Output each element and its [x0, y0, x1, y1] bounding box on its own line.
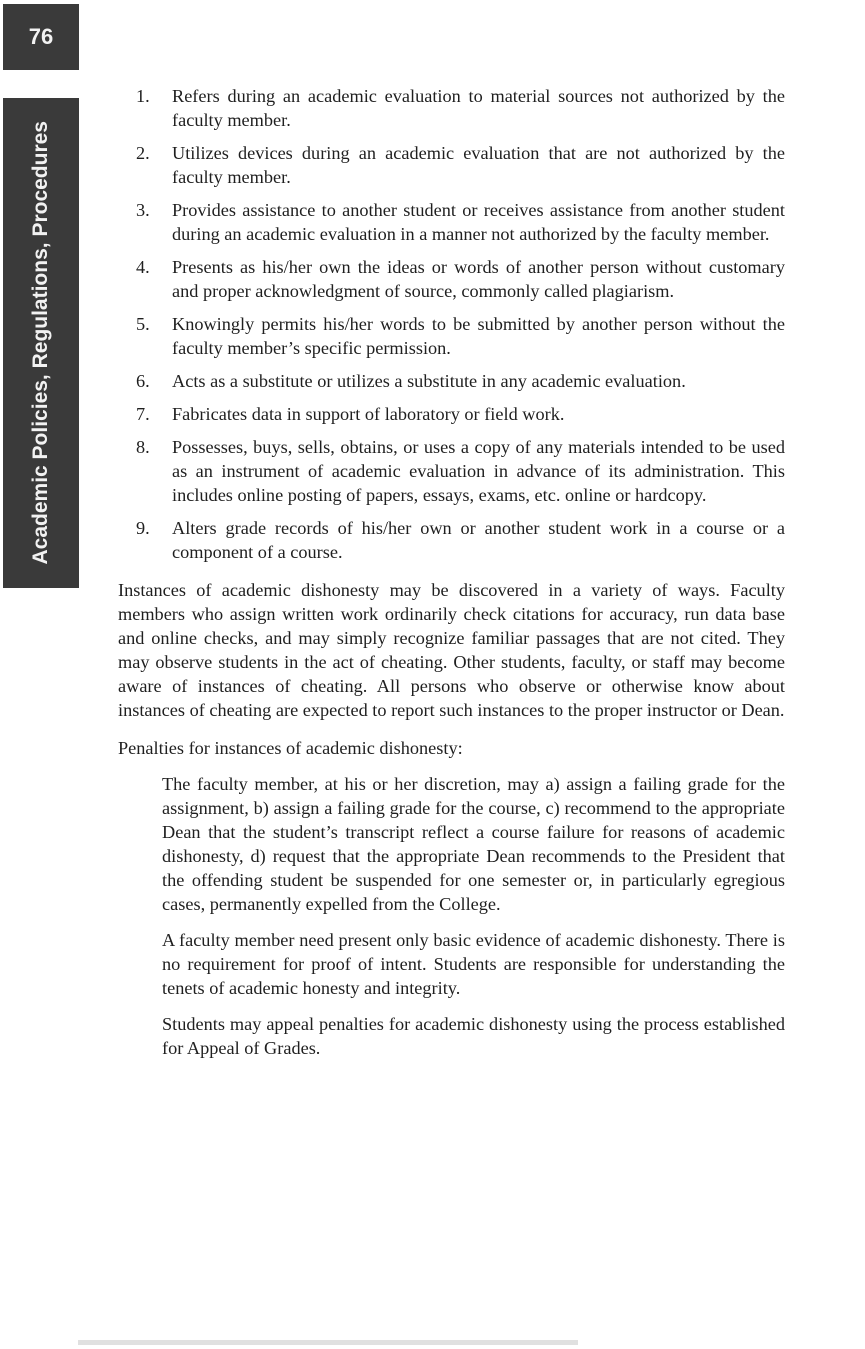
list-item [118, 516, 785, 564]
list-item-number: 3. [136, 200, 150, 220]
penalties-paragraph: The faculty member, at his or her discretion, may a) assign a failing grade for the assignment, b) assign a failing grade for the course, c) recommend to the appropriate Dean that the student’s transcript reflect a course failure for reasons of academic dishonesty, d) request that the appropriate Dean recommends to the President that the offending student be suspended for one semester or, in particularly egregious cases, permanently expelled from the College. [162, 774, 785, 914]
list-item-text: Fabricates data in support of laboratory or field work. [172, 404, 565, 424]
list-item [118, 84, 785, 132]
list-item [118, 141, 785, 189]
list-item-number: 6. [136, 371, 150, 391]
list-item [118, 312, 785, 360]
violations-list [118, 84, 785, 564]
list-item-text: Knowingly permits his/her words to be submitted by another person without the faculty member’s specific permission. [172, 314, 785, 358]
list-item-number: 1. [136, 86, 150, 106]
list-item [118, 255, 785, 303]
list-item-number: 5. [136, 314, 150, 334]
list-item [118, 198, 785, 246]
penalties-paragraph: A faculty member need present only basic evidence of academic dishonesty. There is no requirement for proof of intent. Students are responsible for understanding the tenets of academic honesty and integrity. [162, 930, 785, 998]
bottom-rule [78, 1340, 578, 1345]
list-item-text: Provides assistance to another student or receives assistance from another student during an academic evaluation in a manner not authorized by the faculty member. [172, 200, 785, 244]
page-content [118, 84, 785, 1060]
list-item-number: 2. [136, 143, 150, 163]
discovery-paragraph: Instances of academic dishonesty may be discovered in a variety of ways. Faculty members who assign written work ordinarily check citations for accuracy, run data base and online checks, and may simply recognize familiar passages that are not cited. They may observe students in the act of cheating. Other students, faculty, or staff may become aware of instances of cheating. All persons who observe or otherwise know about instances of cheating are expected to report such instances to the proper instructor or Dean. [118, 580, 785, 720]
list-item [118, 402, 785, 426]
penalties-block [118, 772, 785, 1060]
penalties-heading: Penalties for instances of academic dishonesty: [118, 738, 463, 758]
list-item-number: 4. [136, 257, 150, 277]
list-item-text: Possesses, buys, sells, obtains, or uses a copy of any materials intended to be used as an instrument of academic evaluation in advance of its administration. This includes online posting of papers, essays, exams, etc. online or hardcopy. [172, 437, 785, 505]
list-item-number: 7. [136, 404, 150, 424]
section-tab [3, 98, 79, 588]
list-item-number: 9. [136, 518, 150, 538]
list-item-text: Acts as a substitute or utilizes a substitute in any academic evaluation. [172, 371, 686, 391]
section-tab-label: Academic Policies, Regulations, Procedures [29, 121, 52, 565]
list-item-text: Presents as his/her own the ideas or words of another person without customary and proper acknowledgment of source, commonly called plagiarism. [172, 257, 785, 301]
list-item-text: Utilizes devices during an academic evaluation that are not authorized by the faculty member. [172, 143, 785, 187]
list-item-text: Refers during an academic evaluation to material sources not authorized by the faculty member. [172, 86, 785, 130]
list-item [118, 369, 785, 393]
list-item [118, 435, 785, 507]
page-number: 76 [3, 4, 79, 70]
penalties-paragraph: Students may appeal penalties for academic dishonesty using the process established for Appeal of Grades. [162, 1014, 785, 1058]
list-item-text: Alters grade records of his/her own or another student work in a course or a component of a course. [172, 518, 785, 562]
list-item-number: 8. [136, 437, 150, 457]
